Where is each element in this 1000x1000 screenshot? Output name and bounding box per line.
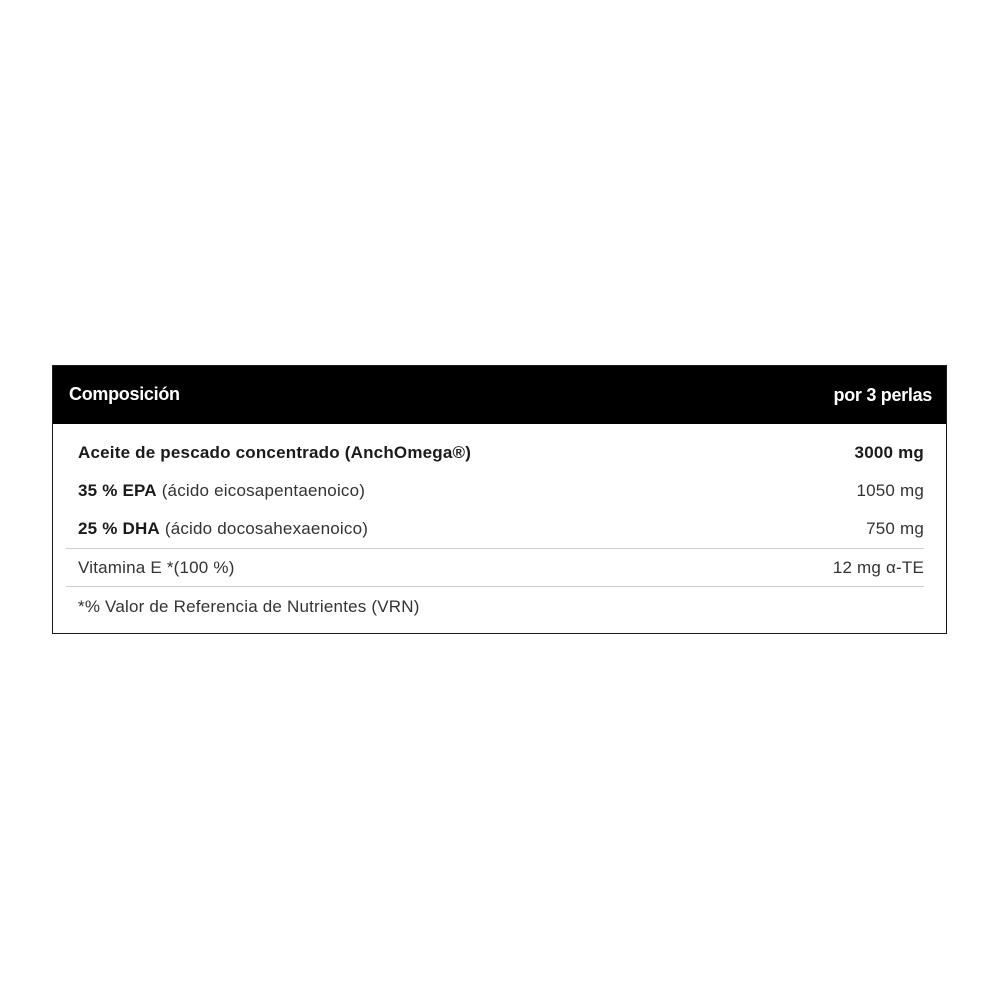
ingredient-name-bold: 25 % DHA [78, 519, 160, 538]
ingredient-name: Vitamina E *(100 %) [78, 558, 235, 577]
row-divider [66, 548, 924, 549]
composition-table [52, 365, 947, 634]
header-composition-label: Composición [69, 384, 180, 404]
ingredient-name [78, 519, 368, 539]
ingredient-amount: 12 mg α-TE [832, 558, 924, 577]
ingredient-amount: 1050 mg [856, 481, 924, 500]
table-header [53, 366, 946, 424]
header-serving-label: por 3 perlas [833, 385, 932, 405]
ingredient-name-bold: 35 % EPA [78, 481, 157, 500]
ingredient-amount: 750 mg [866, 519, 924, 538]
row-divider [66, 586, 924, 587]
ingredient-name-detail: (ácido eicosapentaenoico) [156, 481, 366, 500]
ingredient-name-detail: (ácido docosahexaenoico) [159, 519, 369, 538]
ingredient-amount: 3000 mg [854, 443, 924, 462]
footnote-text: *% Valor de Referencia de Nutrientes (VRN) [78, 597, 420, 616]
ingredient-name [78, 443, 471, 463]
ingredient-name-bold: Aceite de pescado concentrado (AnchOmega®) [78, 443, 472, 462]
ingredient-name [78, 481, 365, 501]
